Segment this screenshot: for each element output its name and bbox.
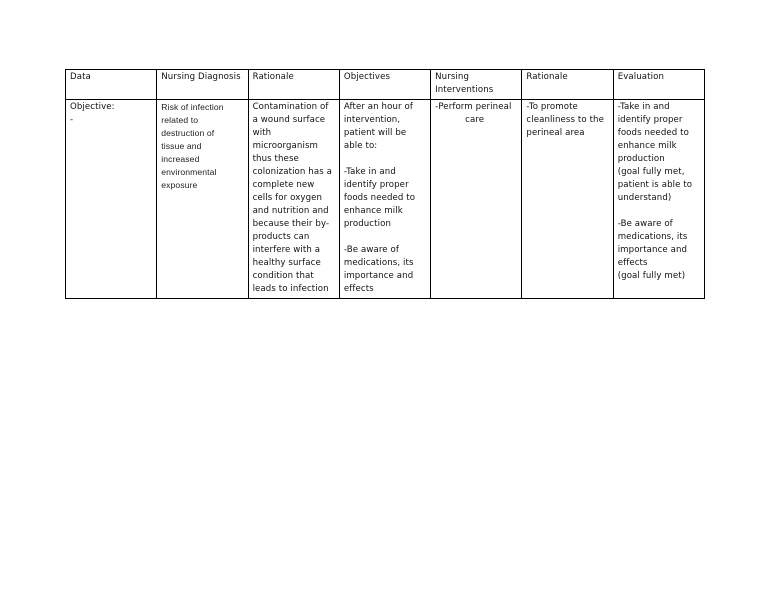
header-data: Data <box>66 70 157 100</box>
cell-evaluation: -Take in and identify proper foods needed to enhance milk production (goal fully met, patient is able to understand) -Be aware of medications, its importance and effects (goal fully met) <box>613 100 704 299</box>
cell-data: Objective: - <box>66 100 157 299</box>
intervention-line-2: care <box>465 115 485 125</box>
header-rationale-2: Rationale <box>522 70 613 100</box>
header-evaluation: Evaluation <box>613 70 704 100</box>
cell-nursing-diagnosis: Risk of infection related to destruction of tissue and increased environmental exposure <box>157 100 248 299</box>
header-objectives: Objectives <box>339 70 430 100</box>
header-nursing-diagnosis: Nursing Diagnosis <box>157 70 248 100</box>
table-row <box>66 100 705 299</box>
cell-objectives: After an hour of intervention, patient will be able to: -Take in and identify proper foods needed to enhance milk production -Be aware of medications, its importance and effects <box>339 100 430 299</box>
cell-nursing-interventions <box>431 100 522 299</box>
header-rationale: Rationale <box>248 70 339 100</box>
cell-rationale: Contamination of a wound surface with microorganism thus these colonization has a complete new cells for oxygen and nutrition and because their by- products can interfere with a healthy surface condition that leads to infection <box>248 100 339 299</box>
cell-rationale-2: -To promote cleanliness to the perineal area <box>522 100 613 299</box>
intervention-line-1: -Perform perineal <box>435 102 512 112</box>
nursing-care-plan-table <box>65 69 705 299</box>
header-nursing-interventions: Nursing Interventions <box>431 70 522 100</box>
table-header-row <box>66 70 705 100</box>
